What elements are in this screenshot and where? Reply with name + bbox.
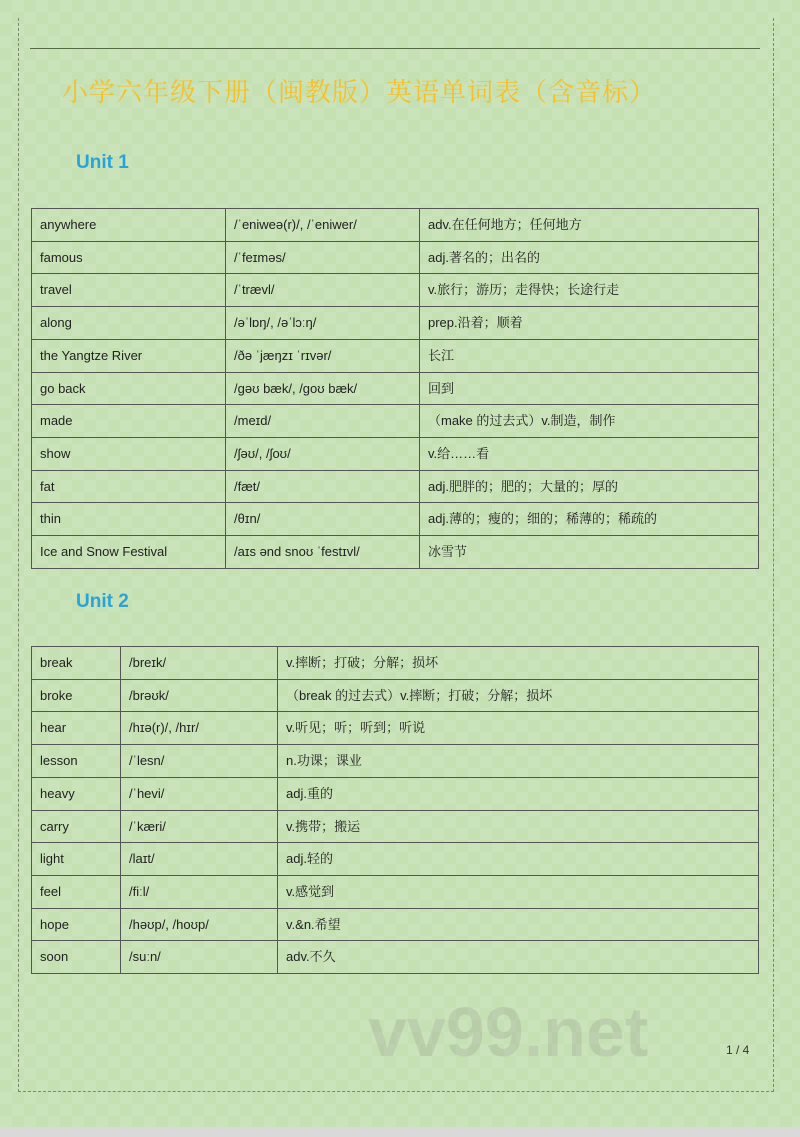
table-row [32,647,759,680]
table-row [32,241,759,274]
vocab-phonetic: /aɪs ənd snoʊ ˈfestɪvl/ [226,536,420,569]
page-title: 小学六年级下册（闽教版）英语单词表（含音标） [62,78,657,108]
vocab-phonetic: /hɪə(r)/, /hɪr/ [121,712,278,745]
vocab-phonetic: /θɪn/ [226,503,420,536]
header-rule [30,48,760,49]
vocab-word: thin [32,503,226,536]
vocab-meaning: v.旅行；游历；走得快；长途行走 [420,274,759,307]
unit-2-vocab-table [31,646,759,974]
vocab-phonetic: /ˈkæri/ [121,810,278,843]
vocab-phonetic: /əˈlɒŋ/, /əˈlɔːŋ/ [226,307,420,340]
vocab-meaning: 回到 [420,372,759,405]
table-row [32,339,759,372]
table-row [32,941,759,974]
table-row [32,679,759,712]
vocab-word: soon [32,941,121,974]
table-row [32,503,759,536]
vocab-meaning: v.&n.希望 [278,908,759,941]
vocab-word: carry [32,810,121,843]
vocab-meaning: v.感觉到 [278,875,759,908]
vocab-meaning: prep.沿着；顺着 [420,307,759,340]
vocab-meaning: v.摔断；打破；分解；损坏 [278,647,759,680]
vocab-word: feel [32,875,121,908]
unit-1-heading: Unit 1 [76,152,129,173]
vocab-phonetic: /ˈfeɪməs/ [226,241,420,274]
table-row [32,777,759,810]
vocab-phonetic: /ðə ˈjæŋzɪ ˈrɪvər/ [226,339,420,372]
vocab-word: made [32,405,226,438]
table-row [32,875,759,908]
vocab-word: hear [32,712,121,745]
vocab-meaning: adj.薄的；瘦的；细的；稀薄的；稀疏的 [420,503,759,536]
vocab-meaning: adj.重的 [278,777,759,810]
vocab-word: break [32,647,121,680]
table-row [32,405,759,438]
vocab-meaning: v.携带；搬运 [278,810,759,843]
vocab-word: travel [32,274,226,307]
vocab-phonetic: /fæt/ [226,470,420,503]
vocab-phonetic: /ˈlesn/ [121,745,278,778]
vocab-meaning: adv.不久 [278,941,759,974]
vocab-word: Ice and Snow Festival [32,536,226,569]
vocab-phonetic: /həʊp/, /hoʊp/ [121,908,278,941]
table-row [32,810,759,843]
table-row [32,470,759,503]
vocab-meaning: adj.著名的；出名的 [420,241,759,274]
vocab-phonetic: /fiːl/ [121,875,278,908]
table-row [32,307,759,340]
vocab-word: anywhere [32,209,226,242]
vocab-word: light [32,843,121,876]
table-row [32,712,759,745]
vocab-word: heavy [32,777,121,810]
vocab-phonetic: /ʃəʊ/, /ʃoʊ/ [226,437,420,470]
vocab-meaning: 长江 [420,339,759,372]
vocab-phonetic: /laɪt/ [121,843,278,876]
page-number: 1 / 4 [726,1043,750,1057]
vocab-meaning: （break 的过去式）v.摔断；打破；分解；损坏 [278,679,759,712]
table-row [32,372,759,405]
table-row [32,209,759,242]
vocab-phonetic: /ˈeniweə(r)/, /ˈeniwer/ [226,209,420,242]
vocab-word: go back [32,372,226,405]
vocab-word: fat [32,470,226,503]
unit-1-vocab-table [31,208,759,569]
unit-2-heading: Unit 2 [76,591,129,612]
watermark: vv99.net [368,993,649,1071]
vocab-phonetic: /suːn/ [121,941,278,974]
vocab-meaning: adj.肥胖的；肥的；大量的；厚的 [420,470,759,503]
table-row [32,536,759,569]
vocab-meaning: （make 的过去式）v.制造，制作 [420,405,759,438]
vocab-meaning: adj.轻的 [278,843,759,876]
table-row [32,908,759,941]
vocab-word: the Yangtze River [32,339,226,372]
vocab-meaning: adv.在任何地方；任何地方 [420,209,759,242]
vocab-word: along [32,307,226,340]
table-row [32,843,759,876]
vocab-meaning: n.功课；课业 [278,745,759,778]
vocab-phonetic: /meɪd/ [226,405,420,438]
vocab-phonetic: /breɪk/ [121,647,278,680]
table-row [32,274,759,307]
vocab-meaning: v.给……看 [420,437,759,470]
table-row [32,437,759,470]
table-row [32,745,759,778]
vocab-word: lesson [32,745,121,778]
bottom-strip [0,1127,800,1137]
vocab-word: famous [32,241,226,274]
vocab-word: show [32,437,226,470]
vocab-word: hope [32,908,121,941]
vocab-word: broke [32,679,121,712]
vocab-meaning: v.听见；听；听到；听说 [278,712,759,745]
vocab-phonetic: /ɡəʊ bæk/, /ɡoʊ bæk/ [226,372,420,405]
vocab-phonetic: /ˈhevi/ [121,777,278,810]
vocab-meaning: 冰雪节 [420,536,759,569]
vocab-phonetic: /ˈtrævl/ [226,274,420,307]
vocab-phonetic: /brəʊk/ [121,679,278,712]
